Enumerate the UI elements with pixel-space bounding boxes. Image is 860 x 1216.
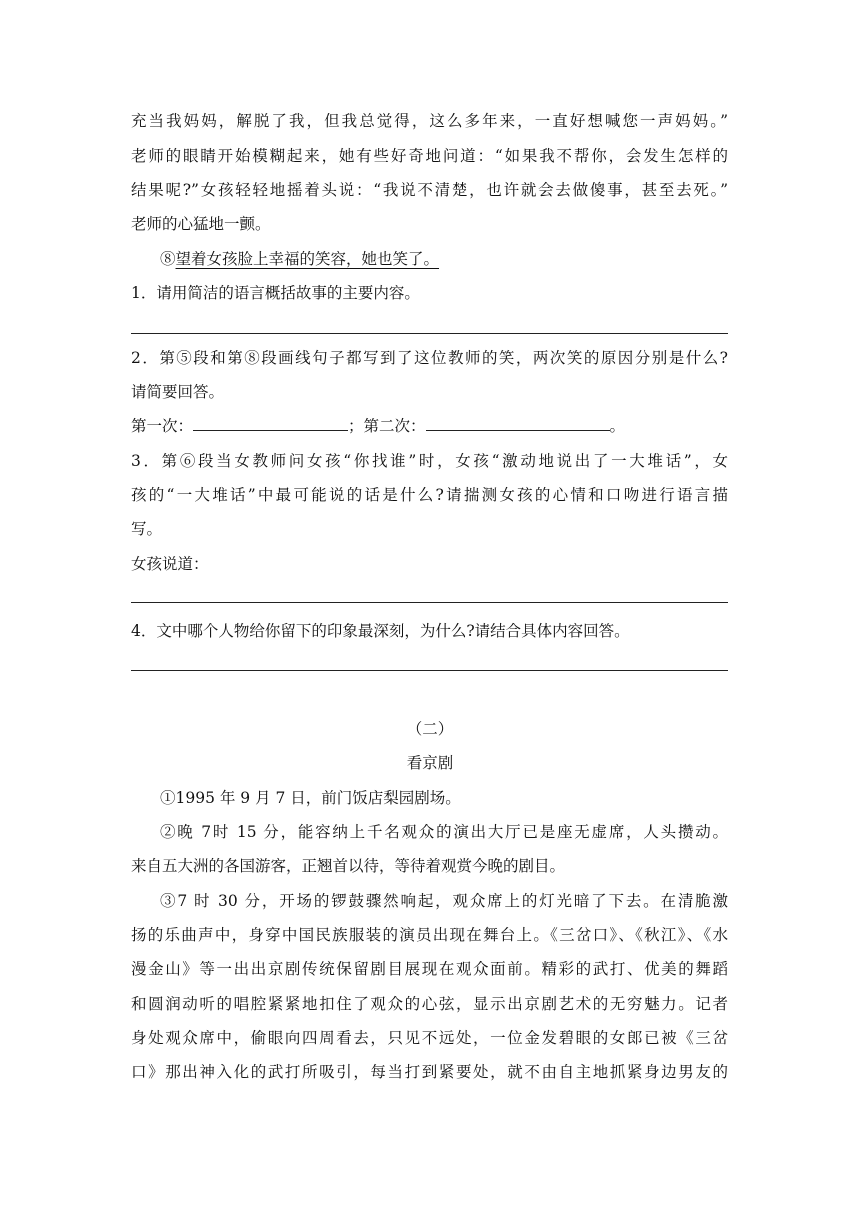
question-1: 1．请用简洁的语言概括故事的主要内容。 [131, 284, 420, 302]
passage2-paragraph-1: ①1995 年 9 月 7 日，前门饭店梨园剧场。 [160, 789, 461, 807]
answer-blank-first[interactable] [193, 416, 348, 431]
answer-line-q3[interactable] [131, 602, 728, 603]
passage2-paragraph-2-line-2: 来自五大洲的各国游客，正翘首以待，等待着观赏今晚的剧目。 [131, 857, 566, 875]
passage1-line-2: 老师的眼睛开始模糊起来，她有些好奇地问道：“如果我不帮你，会发生怎样的 [131, 147, 728, 165]
passage1-line-3: 结果呢?”女孩轻轻地摇着头说：“我说不清楚，也许就会去做傻事，甚至去死。” [131, 181, 728, 199]
question-2-line-2: 请简要回答。 [131, 383, 225, 401]
passage2-paragraph-3-line-3: 漫金山》等一出出京剧传统保留剧目展现在观众面前。精彩的武打、优美的舞蹈 [131, 960, 728, 978]
question-2-line-1: 2．第⑤段和第⑧段画线句子都写到了这位教师的笑，两次笑的原因分别是什么? [131, 349, 728, 367]
first-time-label: 第一次： [131, 417, 194, 435]
question-3-prompt: 女孩说道： [131, 555, 209, 573]
question-3-line-3: 写。 [131, 520, 163, 538]
passage2-paragraph-3-line-2: 扬的乐曲声中，身穿中国民族服装的演员出现在舞台上。《三岔口》、《秋江》、《水 [131, 926, 728, 944]
second-time-label: ；第二次： [348, 417, 426, 435]
passage2-paragraph-2-line-1: ②晚 7时 15 分，能容纳上千名观众的演出大厅已是座无虚席，人头攒动。 [160, 823, 728, 841]
answer-blank-second[interactable] [426, 416, 610, 431]
question-4: 4．文中哪个人物给你留下的印象最深刻，为什么?请结合具体内容回答。 [131, 622, 630, 640]
question-3-line-1: 3．第⑥段当女教师问女孩“你找谁”时，女孩“激动地说出了一大堆话”，女 [131, 452, 728, 470]
passage1-line-1: 充当我妈妈，解脱了我，但我总觉得，这么多年来，一直好想喊您一声妈妈。” [131, 112, 728, 130]
passage2-paragraph-3-line-4: 和圆润动听的唱腔紧紧地扣住了观众的心弦，显示出京剧艺术的无穷魅力。记者 [131, 995, 728, 1013]
question-2-answer-row [131, 415, 625, 437]
passage1-line-4: 老师的心猛地一颤。 [131, 215, 271, 233]
passage2-title: 看京剧 [406, 754, 454, 772]
answer-line-q4[interactable] [131, 670, 728, 671]
question-3-line-2: 孩的“一大堆话”中最可能说的话是什么?请揣测女孩的心情和口吻进行语言描 [131, 486, 728, 504]
paragraph-8-underlined-sentence: 望着女孩脸上幸福的笑容，她也笑了。 [175, 250, 440, 268]
passage2-paragraph-3-line-1: ③7 时 30 分，开场的锣鼓骤然响起，观众席上的灯光暗了下去。在清脆激 [160, 892, 728, 910]
answer-row-end: 。 [609, 417, 626, 435]
passage2-paragraph-3-line-6: 口》那出神入化的武打所吸引，每当打到紧要处，就不由自主地抓紧身边男友的 [131, 1063, 728, 1081]
passage2-paragraph-3-line-5: 身处观众席中，偷眼向四周看去，只见不远处，一位金发碧眼的女郎已被《三岔 [131, 1029, 728, 1047]
paragraph-8 [160, 248, 439, 270]
section-number: （二） [406, 720, 454, 738]
answer-line-q1[interactable] [131, 333, 728, 334]
paragraph-8-marker: ⑧ [160, 250, 176, 268]
